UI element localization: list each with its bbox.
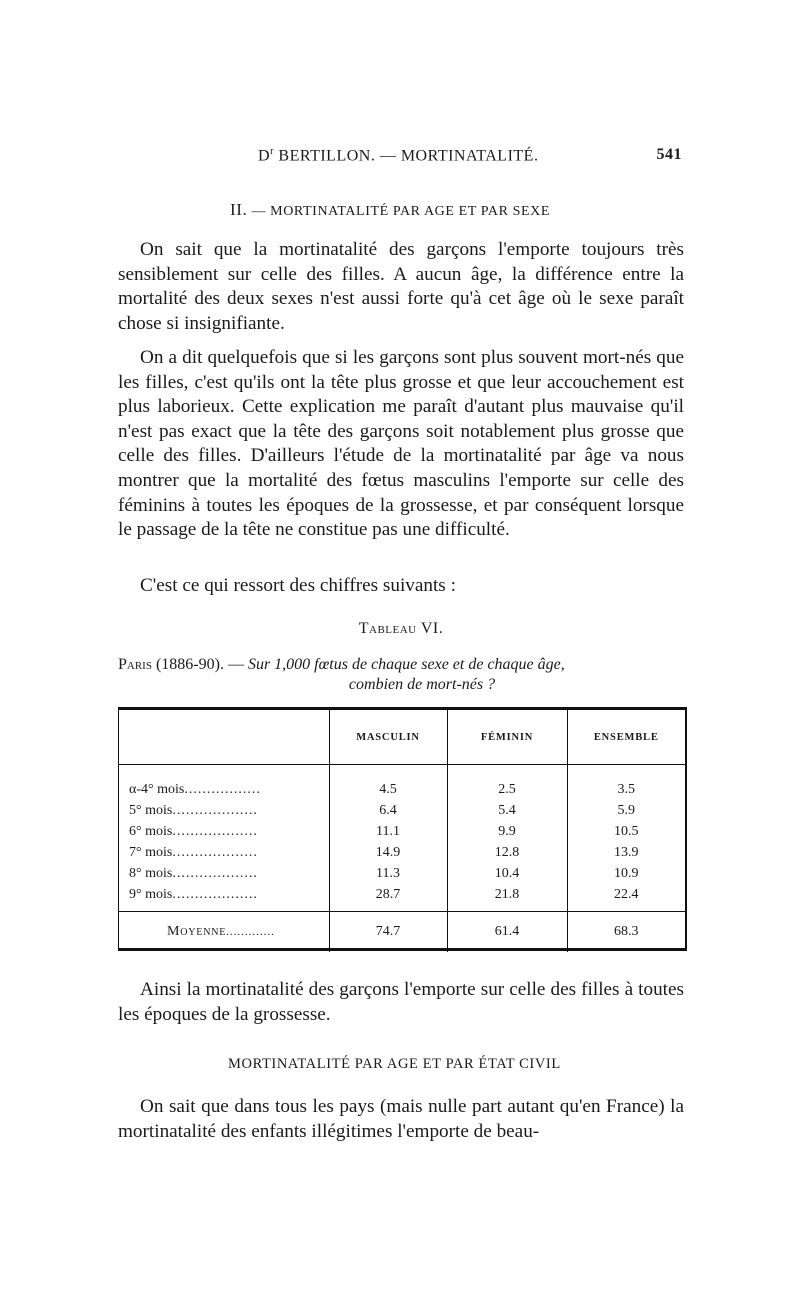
- page-number: 541: [656, 146, 682, 163]
- header-ensemble: ENSEMBLE: [567, 710, 685, 765]
- running-title: $D^r$ BERTILLON. — MORTINATALITÉ.: [258, 146, 539, 165]
- cell-masculin: 11.3: [329, 863, 447, 884]
- paragraph-3: C'est ce qui ressort des chiffres suivants :: [140, 575, 456, 596]
- paragraph-4: Ainsi la mortinatalité des garçons l'emporte sur celle des filles à toutes les époques de la grossesse.: [118, 979, 684, 1025]
- cell-ensemble: 22.4: [567, 884, 685, 912]
- subheading: MORTINATALITÉ PAR AGE ET PAR ÉTAT CIVIL: [228, 1056, 561, 1072]
- footer-ensemble: 68.3: [567, 912, 685, 953]
- cell-feminin: 21.8: [447, 884, 567, 912]
- paragraph-5: On sait que dans tous les pays (mais nulle part autant qu'en France) la mortinatalité des enfants illégitimes l'emporte de beau-: [118, 1096, 684, 1142]
- cell-masculin: 14.9: [329, 842, 447, 863]
- footer-label: Moyenne: [167, 924, 227, 939]
- cell-ensemble: 10.9: [567, 863, 685, 884]
- section-number: II.: [230, 200, 248, 219]
- table-subtitle-place: Paris (1886-90).: [118, 656, 224, 673]
- section-heading: [230, 200, 550, 220]
- table-row: 6° mois................... 11.1 9.9 10.5: [119, 821, 685, 842]
- table-header-row: [119, 710, 685, 765]
- table-row: 7° mois................... 14.9 12.8 13.9: [119, 842, 685, 863]
- table-row: α-4° mois................. 4.5 2.5 3.5: [119, 779, 685, 800]
- header-blank: [119, 710, 329, 765]
- cell-masculin: 6.4: [329, 800, 447, 821]
- row-label: α-4° mois: [129, 781, 185, 797]
- table-question-2: combien de mort-nés ?: [348, 676, 496, 693]
- row-label: 9° mois: [129, 886, 173, 902]
- table-footer-row: Moyenne............. 74.7 61.4 68.3: [119, 912, 685, 953]
- cell-feminin: 10.4: [447, 863, 567, 884]
- cell-masculin: 28.7: [329, 884, 447, 912]
- table-row: 8° mois................... 11.3 10.4 10.9: [119, 863, 685, 884]
- footer-masculin: 74.7: [329, 912, 447, 953]
- header-masculin: MASCULIN: [329, 710, 447, 765]
- data-table: [118, 707, 687, 951]
- paragraph-1: On sait que la mortinatalité des garçons l'emporte toujours très sensiblement sur celle des filles. A aucun âge, la différence entre la mortalité des deux sexes n'est aussi forte qu'à cet âge où le sexe paraît chose si insignifiante.: [118, 239, 684, 334]
- cell-masculin: 4.5: [329, 779, 447, 800]
- paragraph-2: On a dit quelquefois que si les garçons sont plus souvent mort-nés que les filles, c'est qu'ils ont la tête plus grosse et que leur accouchement est plus laborieux. Cette explication me paraît d'autant plus mauvaise qu'il n'est pas exact que la tête des garçons soit notablement plus grosse que celle des filles. D'ailleurs l'étude de la mortinatalité par âge va nous montrer que la mortalité des fœtus masculins l'emporte sur celle des féminins à toutes les époques de la grossesse, et par conséquent lorsque le passage de la tête ne constitue pas une difficulté.: [118, 347, 684, 541]
- table-question: Sur 1,000 fœtus de chaque sexe et de chaque âge,: [247, 656, 565, 673]
- cell-ensemble: 13.9: [567, 842, 685, 863]
- table-row: 9° mois................... 28.7 21.8 22.4: [119, 884, 685, 912]
- cell-feminin: 5.4: [447, 800, 567, 821]
- cell-feminin: 9.9: [447, 821, 567, 842]
- table-subtitle: Paris (1886-90). — Sur 1,000 fœtus de chaque sexe et de chaque âge, combien de mort-nés ?: [118, 655, 684, 695]
- cell-masculin: 11.1: [329, 821, 447, 842]
- row-label: 6° mois: [129, 823, 173, 839]
- table-caption: Tableau VI.: [358, 620, 444, 637]
- cell-ensemble: 3.5: [567, 779, 685, 800]
- section-title: — MORTINATALITÉ PAR AGE ET PAR SEXE: [247, 204, 551, 219]
- cell-ensemble: 10.5: [567, 821, 685, 842]
- row-label: 8° mois: [129, 865, 173, 881]
- row-label: 7° mois: [129, 844, 173, 860]
- cell-ensemble: 5.9: [567, 800, 685, 821]
- footer-feminin: 61.4: [447, 912, 567, 953]
- table-row: 5° mois................... 6.4 5.4 5.9: [119, 800, 685, 821]
- header-feminin: FÉMININ: [447, 710, 567, 765]
- cell-feminin: 12.8: [447, 842, 567, 863]
- cell-feminin: 2.5: [447, 779, 567, 800]
- row-label: 5° mois: [129, 802, 173, 818]
